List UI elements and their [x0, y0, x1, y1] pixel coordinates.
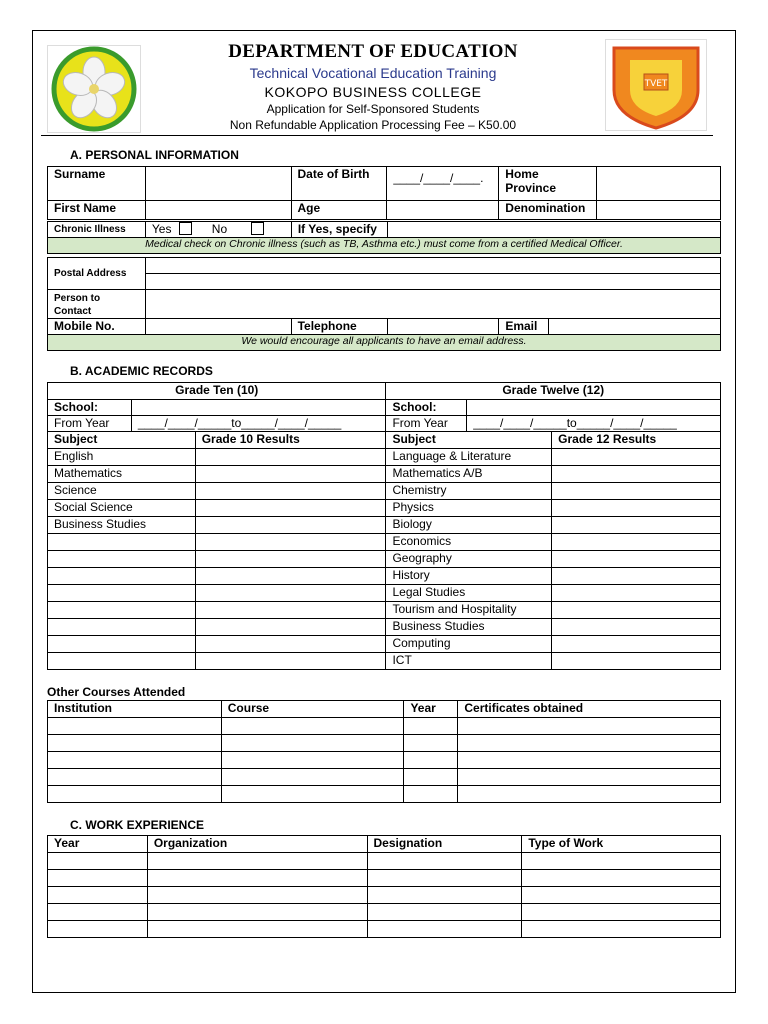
work-row	[48, 853, 721, 870]
email-field[interactable]	[549, 319, 721, 335]
g12-result-field[interactable]	[552, 534, 721, 551]
g12-result-field[interactable]	[552, 585, 721, 602]
subject-row	[48, 500, 721, 517]
course-row-cell[interactable]	[221, 735, 404, 752]
work-row	[48, 904, 721, 921]
work-row-cell[interactable]	[367, 921, 522, 938]
course-header: Course	[221, 701, 404, 718]
g12-result-field[interactable]	[552, 568, 721, 585]
g12-subject: Tourism and Hospitality	[386, 602, 552, 619]
g12-result-field[interactable]	[552, 551, 721, 568]
g12-subject: Legal Studies	[386, 585, 552, 602]
course-row-cell[interactable]	[458, 752, 721, 769]
g10-result-field[interactable]	[195, 585, 386, 602]
postal-address-line-1[interactable]	[145, 258, 720, 274]
g10-results-header: Grade 10 Results	[195, 432, 386, 449]
g12-subject: Language & Literature	[386, 449, 552, 466]
g12-result-field[interactable]	[552, 636, 721, 653]
course-row-cell[interactable]	[458, 769, 721, 786]
home-province-label: Home Province	[499, 167, 597, 201]
designation-header: Designation	[367, 836, 522, 853]
chronic-illness-label: Chronic Illness	[48, 222, 146, 238]
subject-row	[48, 636, 721, 653]
work-row-cell[interactable]	[522, 853, 721, 870]
g10-subject	[48, 636, 196, 653]
course-row-cell[interactable]	[221, 786, 404, 803]
g12-school-field[interactable]	[467, 400, 721, 416]
course-row-cell[interactable]	[404, 786, 458, 803]
person-contact-field[interactable]	[145, 290, 720, 319]
work-row-cell[interactable]	[48, 921, 148, 938]
g12-subject: Chemistry	[386, 483, 552, 500]
program-subtitle: Technical Vocational Education Training	[249, 65, 497, 81]
course-row	[48, 735, 721, 752]
yes-label: Yes	[151, 222, 172, 236]
g12-date-range[interactable]: ____/____/_____to_____/____/_____	[467, 416, 721, 432]
course-row	[48, 752, 721, 769]
work-row-cell[interactable]	[147, 904, 367, 921]
other-courses-heading: Other Courses Attended	[47, 685, 186, 699]
subject-row	[48, 585, 721, 602]
telephone-field[interactable]	[387, 319, 499, 335]
no-label: No	[211, 222, 228, 236]
course-row-cell[interactable]	[48, 718, 222, 735]
fee-notice: Non Refundable Application Processing Fee – K50.00	[229, 118, 517, 132]
g10-subject: Mathematics	[48, 466, 196, 483]
subject-row	[48, 619, 721, 636]
surname-field[interactable]	[145, 167, 291, 201]
work-row-cell[interactable]	[48, 853, 148, 870]
type-of-work-header: Type of Work	[522, 836, 721, 853]
application-type: Application for Self-Sponsored Students	[266, 102, 480, 116]
g12-subject: Mathematics A/B	[386, 466, 552, 483]
subject-row	[48, 602, 721, 619]
seal-center-text: TVET	[644, 79, 668, 89]
work-row-cell[interactable]	[147, 853, 367, 870]
form-header	[33, 31, 733, 137]
g10-from-year-label: From Year	[48, 416, 132, 432]
organization-header: Organization	[147, 836, 367, 853]
mobile-label: Mobile No.	[48, 319, 146, 335]
g10-result-field[interactable]	[195, 602, 386, 619]
g12-subject: Physics	[386, 500, 552, 517]
g12-result-field[interactable]	[552, 466, 721, 483]
g12-result-field[interactable]	[552, 602, 721, 619]
subject-row	[48, 483, 721, 500]
g10-result-field[interactable]	[195, 568, 386, 585]
course-row-cell[interactable]	[48, 752, 222, 769]
postal-address-line-2[interactable]	[145, 274, 720, 290]
work-row-cell[interactable]	[367, 904, 522, 921]
certificates-header: Certificates obtained	[458, 701, 721, 718]
section-a-heading: A. PERSONAL INFORMATION	[70, 148, 239, 162]
age-label: Age	[291, 201, 387, 220]
section-b-heading: B. ACADEMIC RECORDS	[70, 364, 213, 378]
g10-result-field[interactable]	[195, 517, 386, 534]
person-contact-label: Person to Contact	[48, 290, 146, 319]
first-name-field[interactable]	[145, 201, 291, 220]
g12-result-field[interactable]	[552, 500, 721, 517]
g10-result-field[interactable]	[195, 619, 386, 636]
g12-from-year-label: From Year	[386, 416, 467, 432]
home-province-field[interactable]	[597, 167, 721, 201]
course-row	[48, 786, 721, 803]
academic-records-table	[47, 382, 721, 670]
work-row-cell[interactable]	[522, 904, 721, 921]
grade12-heading: Grade Twelve (12)	[386, 383, 721, 400]
work-row-cell[interactable]	[147, 921, 367, 938]
work-row-cell[interactable]	[367, 853, 522, 870]
g10-subject: Business Studies	[48, 517, 196, 534]
course-row-cell[interactable]	[458, 786, 721, 803]
work-row-cell[interactable]	[147, 870, 367, 887]
g12-result-field[interactable]	[552, 517, 721, 534]
g12-subject-header: Subject	[386, 432, 552, 449]
contact-table	[47, 257, 721, 351]
subject-row	[48, 568, 721, 585]
work-year-header: Year	[48, 836, 148, 853]
g12-subject: Biology	[386, 517, 552, 534]
g10-school-field[interactable]	[131, 400, 386, 416]
g10-result-field[interactable]	[195, 636, 386, 653]
telephone-label: Telephone	[291, 319, 387, 335]
g12-subject: Business Studies	[386, 619, 552, 636]
course-row-cell[interactable]	[48, 735, 222, 752]
email-note: We would encourage all applicants to have an email address.	[48, 335, 721, 351]
work-row-cell[interactable]	[147, 887, 367, 904]
chronic-illness-table	[47, 221, 721, 254]
g10-subject	[48, 619, 196, 636]
postal-address-label: Postal Address	[48, 258, 146, 290]
g12-subject: Economics	[386, 534, 552, 551]
medical-note: Medical check on Chronic illness (such as TB, Asthma etc.) must come from a certified Medical Officer.	[48, 238, 721, 254]
work-row-cell[interactable]	[522, 921, 721, 938]
course-row-cell[interactable]	[404, 752, 458, 769]
age-field[interactable]	[387, 201, 499, 220]
grade10-heading: Grade Ten (10)	[48, 383, 386, 400]
g12-school-label: School:	[386, 400, 467, 416]
g12-subject: Geography	[386, 551, 552, 568]
g10-subject: English	[48, 449, 196, 466]
course-row-cell[interactable]	[221, 718, 404, 735]
subject-row	[48, 653, 721, 670]
g10-subject	[48, 568, 196, 585]
first-name-label: First Name	[48, 201, 146, 220]
work-row-cell[interactable]	[48, 904, 148, 921]
subject-row	[48, 517, 721, 534]
g10-school-label: School:	[48, 400, 132, 416]
email-label: Email	[499, 319, 549, 335]
course-row	[48, 769, 721, 786]
g10-subject: Science	[48, 483, 196, 500]
denomination-field[interactable]	[597, 201, 721, 220]
g10-result-field[interactable]	[195, 551, 386, 568]
g10-result-field[interactable]	[195, 653, 386, 670]
college-name: KOKOPO BUSINESS COLLEGE	[264, 84, 482, 100]
yes-checkbox[interactable]	[179, 222, 192, 235]
g10-subject	[48, 534, 196, 551]
subject-row	[48, 449, 721, 466]
g10-result-field[interactable]	[195, 483, 386, 500]
work-row-cell[interactable]	[48, 870, 148, 887]
work-experience-table	[47, 835, 721, 938]
tvet-seal	[605, 39, 707, 131]
course-row	[48, 718, 721, 735]
g12-subject: Computing	[386, 636, 552, 653]
g12-subject: ICT	[386, 653, 552, 670]
denomination-label: Denomination	[499, 201, 597, 220]
work-row	[48, 887, 721, 904]
g10-subject-header: Subject	[48, 432, 196, 449]
g10-result-field[interactable]	[195, 449, 386, 466]
course-row-cell[interactable]	[404, 769, 458, 786]
frangipani-logo	[47, 45, 141, 133]
work-row-cell[interactable]	[48, 887, 148, 904]
g12-result-field[interactable]	[552, 449, 721, 466]
work-row	[48, 921, 721, 938]
department-title: DEPARTMENT OF EDUCATION	[228, 41, 518, 62]
course-row-cell[interactable]	[221, 752, 404, 769]
g10-result-field[interactable]	[195, 534, 386, 551]
g10-result-field[interactable]	[195, 466, 386, 483]
g12-subject: History	[386, 568, 552, 585]
course-row-cell[interactable]	[458, 718, 721, 735]
subject-row	[48, 466, 721, 483]
other-courses-table	[47, 700, 721, 803]
course-row-cell[interactable]	[48, 769, 222, 786]
g10-result-field[interactable]	[195, 500, 386, 517]
illness-specify-field[interactable]	[387, 222, 720, 238]
g12-results-header: Grade 12 Results	[552, 432, 721, 449]
personal-info-table	[47, 166, 721, 220]
course-row-cell[interactable]	[458, 735, 721, 752]
g12-result-field[interactable]	[552, 483, 721, 500]
dob-label: Date of Birth	[291, 167, 387, 201]
subject-row	[48, 534, 721, 551]
surname-label: Surname	[48, 167, 146, 201]
course-row-cell[interactable]	[404, 735, 458, 752]
g10-subject	[48, 602, 196, 619]
work-row-cell[interactable]	[522, 887, 721, 904]
work-row-cell[interactable]	[522, 870, 721, 887]
g10-date-range[interactable]: ____/____/_____to_____/____/_____	[131, 416, 386, 432]
institution-header: Institution	[48, 701, 222, 718]
g10-subject: Social Science	[48, 500, 196, 517]
g10-subject	[48, 585, 196, 602]
year-header: Year	[404, 701, 458, 718]
g10-subject	[48, 551, 196, 568]
section-c-heading: C. WORK EXPERIENCE	[70, 818, 205, 832]
if-yes-label: If Yes, specify	[291, 222, 387, 238]
header-divider	[41, 135, 713, 136]
work-row-cell[interactable]	[367, 870, 522, 887]
course-row-cell[interactable]	[404, 718, 458, 735]
g12-result-field[interactable]	[552, 653, 721, 670]
dob-field[interactable]: ____/____/____.	[387, 167, 499, 201]
g10-subject	[48, 653, 196, 670]
mobile-field[interactable]	[145, 319, 291, 335]
course-row-cell[interactable]	[221, 769, 404, 786]
course-row-cell[interactable]	[48, 786, 222, 803]
work-row	[48, 870, 721, 887]
subject-row	[48, 551, 721, 568]
no-checkbox[interactable]	[251, 222, 264, 235]
work-row-cell[interactable]	[367, 887, 522, 904]
g12-result-field[interactable]	[552, 619, 721, 636]
